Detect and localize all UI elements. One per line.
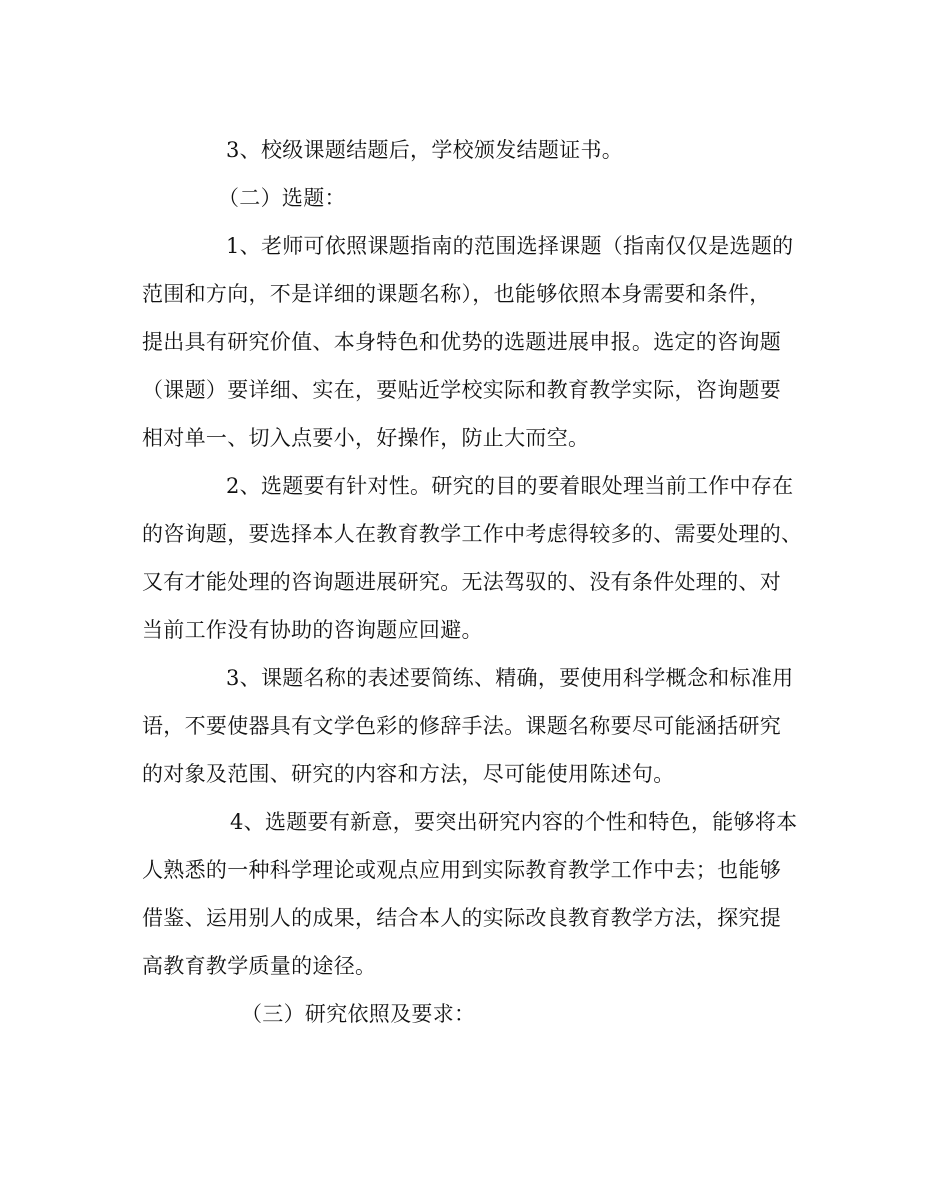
section-heading: （二）选题： [218, 186, 346, 210]
paragraph-line: 借鉴、运用别人的成果，结合本人的实际改良教育教学方法，探究提 [142, 906, 781, 930]
paragraph-line: 3、校级课题结题后，学校颁发结题证书。 [226, 138, 624, 162]
paragraph-line: 的咨询题，要选择本人在教育教学工作中考虑得较多的、需要处理的、 [142, 522, 803, 546]
paragraph-line: 相对单一、切入点要小，好操作，防止大而空。 [142, 426, 590, 450]
paragraph-line: 语，不要使器具有文学色彩的修辞手法。课题名称要尽可能涵括研究 [142, 714, 781, 738]
paragraph-line: 高教育教学质量的途径。 [142, 954, 377, 978]
paragraph-line: 1、老师可依照课题指南的范围选择课题（指南仅仅是选题的 [226, 234, 794, 258]
paragraph-line: 2、选题要有针对性。研究的目的要着眼处理当前工作中存在 [226, 474, 794, 498]
paragraph-line: 提出具有研究价值、本身特色和优势的选题进展申报。选定的咨询题 [142, 330, 781, 354]
paragraph-line: 人熟悉的一种科学理论或观点应用到实际教育教学工作中去；也能够 [142, 858, 781, 882]
section-heading: （三）研究依照及要求： [241, 1002, 476, 1026]
paragraph-line: 范围和方向，不是详细的课题名称），也能够依照本身需要和条件， [142, 282, 771, 306]
paragraph-line: 的对象及范围、研究的内容和方法，尽可能使用陈述句。 [142, 762, 675, 786]
paragraph-line: （课题）要详细、实在，要贴近学校实际和教育教学实际，咨询题要 [142, 378, 781, 402]
paragraph-line: 3、课题名称的表述要简练、精确，要使用科学概念和标准用 [226, 666, 794, 690]
paragraph-line: 又有才能处理的咨询题进展研究。无法驾驭的、没有条件处理的、对 [142, 570, 781, 594]
paragraph-line: 4、选题要有新意，要突出研究内容的个性和特色，能够将本 [230, 810, 798, 834]
paragraph-line: 当前工作没有协助的咨询题应回避。 [142, 618, 483, 642]
